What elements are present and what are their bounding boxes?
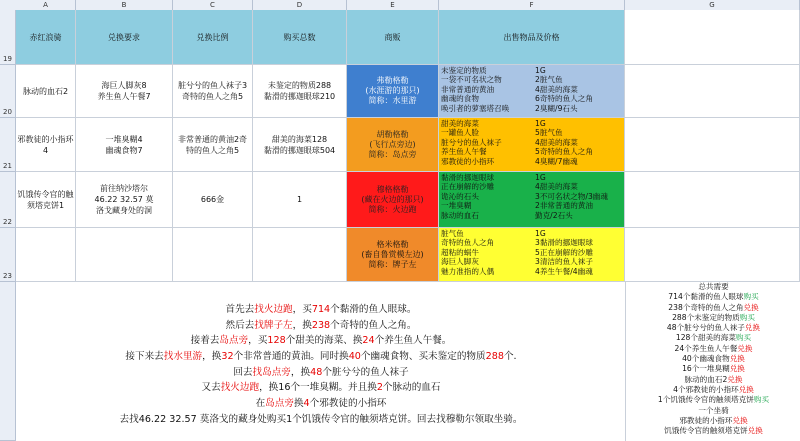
item-row xyxy=(441,128,624,137)
ratio-line: 非常普通的黄油2奇 xyxy=(177,134,248,144)
instruction-line xyxy=(17,396,625,412)
column-header-e[interactable]: E xyxy=(347,0,439,10)
cell-requirement[interactable] xyxy=(76,65,173,118)
cell-merchant[interactable] xyxy=(347,65,439,118)
summary-line xyxy=(626,313,800,323)
merchant-line: 简称：岛点旁 xyxy=(368,149,417,159)
item-price: 2臭糊/9石头 xyxy=(535,103,578,113)
row-header-blank xyxy=(0,282,16,441)
summary-segment: 邪教徒的小指环 xyxy=(679,415,733,425)
summary-segment: 16个一堆臭糊 xyxy=(682,364,730,374)
summary-segment: 兑换 xyxy=(729,354,745,364)
merchant-line: (水涯游的那只) xyxy=(365,86,420,95)
cell-merchant[interactable] xyxy=(347,118,439,172)
item-name: 幽魂的食物 xyxy=(441,94,479,104)
item-name: 未鉴定的物质 xyxy=(441,66,487,75)
row-header-23[interactable]: 23 xyxy=(0,228,16,282)
item-row xyxy=(441,66,624,75)
instruction-segment: 个奇特的鱼人之角。 xyxy=(330,319,417,331)
summary-segment: 288个未鉴定的物质 xyxy=(672,312,740,322)
cell-mount[interactable]: 饥饿传令官的触须塔克饼1 xyxy=(16,172,76,228)
item-name: 一堆臭糊 xyxy=(441,201,472,211)
ratio-line: 脏兮兮的鱼人袜子3 xyxy=(177,81,248,90)
item-price: 5正在崩解的沙雕 xyxy=(535,247,593,257)
item-price: 1G xyxy=(535,173,546,182)
summary-line xyxy=(626,333,800,343)
summary-segment: 48个脏兮兮的鱼人袜子 xyxy=(666,323,745,333)
instruction-segment: 个. xyxy=(503,351,517,363)
summary-segment: 4个邪教徒的小指环 xyxy=(673,384,739,394)
requirement-line: 一堆臭糊4 xyxy=(105,134,143,144)
cell-ratio[interactable] xyxy=(173,65,253,118)
item-row xyxy=(441,104,624,113)
item-name: 诡沁的石头 xyxy=(441,191,479,201)
requirement-line: 养生鱼人午餐7 xyxy=(97,92,151,101)
item-name: 超粘的蜗牛 xyxy=(441,247,479,257)
instruction-segment: 个非常普通的黄油。同时换 xyxy=(233,351,349,363)
header-ratio[interactable]: 兑换比例 xyxy=(173,10,253,65)
column-header-f[interactable]: F xyxy=(439,0,625,10)
cell-empty-g[interactable] xyxy=(625,172,800,228)
summary-segment: 128个甜美的海菜 xyxy=(675,333,736,343)
instruction-segment: 找岛点旁 xyxy=(252,366,291,378)
merchant-line: 胡勒格勒 xyxy=(376,129,409,139)
instruction-line xyxy=(17,318,625,334)
summary-segment: 兑换 xyxy=(729,364,745,374)
item-row xyxy=(441,257,624,266)
item-row xyxy=(441,229,624,238)
instruction-segment: 128 xyxy=(267,335,286,347)
item-name: 一罐鱼人脸 xyxy=(441,128,479,138)
summary-line xyxy=(626,426,800,436)
summary-segment: 40个幽魂食物 xyxy=(682,354,730,364)
summary-segment: 兑换 xyxy=(747,426,763,436)
item-row xyxy=(441,147,624,156)
instructions-block[interactable] xyxy=(17,282,625,441)
summary-segment: 兑换 xyxy=(738,384,754,394)
item-price: 1G xyxy=(535,119,546,128)
total-line: 甜美的海菜128 xyxy=(271,134,328,144)
instruction-segment: 40 xyxy=(348,351,361,363)
header-empty-g[interactable] xyxy=(625,10,800,65)
header-requirement[interactable]: 兑换要求 xyxy=(76,10,173,65)
item-name: 脉动的血石 xyxy=(441,210,479,220)
cell-empty-g[interactable] xyxy=(625,228,800,282)
instruction-segment: 岛点旁 xyxy=(265,398,294,410)
summary-segment: 购买 xyxy=(753,395,770,405)
instruction-segment: 然后去 xyxy=(225,319,255,331)
item-row xyxy=(441,267,624,276)
instruction-segment: 714 xyxy=(311,304,331,315)
item-row xyxy=(441,85,624,94)
header-merchant[interactable]: 商贩 xyxy=(347,10,439,65)
row-header-22[interactable]: 22 xyxy=(0,172,16,228)
item-row xyxy=(441,119,624,128)
cell-merchant[interactable] xyxy=(347,172,439,228)
cell-requirement[interactable] xyxy=(76,172,173,228)
instruction-segment: 个幽魂食物、买未鉴定的物质 xyxy=(360,351,486,363)
item-name: 唤引者的萝塞塔召唤 xyxy=(441,103,510,113)
item-price: 3黏滑的挪迦眼球 xyxy=(535,238,593,248)
item-row xyxy=(441,248,624,257)
instruction-segment: 个脏兮兮的鱼人袜子 xyxy=(322,366,409,378)
summary-segment: 238个奇特的鱼人之角 xyxy=(668,302,744,312)
header-total[interactable]: 购买总数 xyxy=(253,10,347,65)
requirement-line: 海巨人脚灰8 xyxy=(101,81,147,90)
item-price: 5脏气鱼 xyxy=(535,128,563,138)
summary-line xyxy=(626,303,800,313)
summary-line xyxy=(626,406,800,416)
item-price: 2脏气鱼 xyxy=(535,75,563,85)
instruction-segment: 回去 xyxy=(233,366,253,378)
item-name: 黏滑的挪迦眼球 xyxy=(441,173,495,182)
requirement-line: 洛戈藏身处的洞 xyxy=(96,206,152,215)
item-name: 非常普通的黄油 xyxy=(441,84,495,94)
requirement-line: 46.22 32.57 莫 xyxy=(94,195,154,204)
instruction-segment: 个脉动的血石 xyxy=(382,382,441,394)
item-price: 6奇特的鱼人之角 xyxy=(535,94,593,104)
cell-mount[interactable] xyxy=(16,228,76,282)
instruction-segment: 个养生鱼人午餐。 xyxy=(374,335,452,347)
summary-segment: 购买 xyxy=(739,312,755,322)
cell-ratio[interactable] xyxy=(173,118,253,172)
row-header-19[interactable]: 19 xyxy=(0,10,16,65)
summary-line xyxy=(626,385,800,395)
item-price: 5奇特的鱼人之角 xyxy=(535,147,593,157)
item-price: 4臭糊/7幽魂 xyxy=(535,156,578,166)
item-price: 4甜美的海菜 xyxy=(535,137,578,147)
ratio-line: 奇特的鱼人之角5 xyxy=(181,92,244,101)
column-header-g[interactable]: G xyxy=(625,0,800,10)
instruction-segment: 2 xyxy=(376,382,383,394)
row-header-20[interactable]: 20 xyxy=(0,65,16,118)
cell-requirement[interactable] xyxy=(76,228,173,282)
summary-segment: 714个黏滑的鱼人眼球 xyxy=(668,292,744,302)
summary-list xyxy=(626,292,800,436)
instruction-segment: 找火边跑 xyxy=(220,382,260,394)
instruction-segment: 288 xyxy=(485,351,504,363)
instruction-segment: 接下来去 xyxy=(125,351,164,363)
instruction-segment: ，换 xyxy=(290,366,311,378)
cell-items[interactable] xyxy=(439,65,625,118)
instruction-segment: 换 xyxy=(293,398,304,410)
total-line: 未鉴定的物质288 xyxy=(267,81,332,90)
instruction-segment: 找牌子左 xyxy=(254,319,293,331)
merchant-line: 简称：水里游 xyxy=(368,96,417,105)
instruction-segment: 个黏滑的鱼人眼球。 xyxy=(330,304,417,315)
cell-ratio[interactable]: 666金 xyxy=(173,172,253,228)
ratio-line: 特的鱼人之角5 xyxy=(185,145,240,155)
instruction-segment: 找火边跑 xyxy=(254,304,293,315)
merchant-line: 弗勒格勒 xyxy=(376,76,409,85)
merchant-line: 格米格勒 xyxy=(376,239,409,249)
summary-line xyxy=(626,323,800,333)
merchant-line: (藏在火边的那只) xyxy=(361,194,424,204)
item-row xyxy=(441,138,624,147)
merchant-line: (飞行点旁边) xyxy=(369,139,416,149)
item-name: 海巨人脚灰 xyxy=(441,257,479,267)
instruction-line xyxy=(17,412,625,428)
requirement-line: 前往纳沙塔尔 xyxy=(100,184,148,193)
instruction-segment: 32 xyxy=(221,351,234,363)
cell-total[interactable]: 1 xyxy=(253,172,347,228)
item-price: 2非常普通的黄油 xyxy=(535,201,593,211)
instruction-segment: 首先去 xyxy=(225,304,255,315)
instruction-segment: 48 xyxy=(310,366,323,378)
cell-empty-g[interactable] xyxy=(625,118,800,172)
cell-mount[interactable]: 脉动的血石2 xyxy=(16,65,76,118)
cell-items[interactable] xyxy=(439,172,625,228)
total-line: 黏滑的挪迦眼球210 xyxy=(263,92,336,101)
instruction-segment: ，换16个一堆臭糊。并且换 xyxy=(259,382,377,394)
instruction-segment: ，买 xyxy=(292,304,312,315)
cell-mount[interactable]: 邪教徒的小指环4 xyxy=(16,118,76,172)
instruction-segment: ，换 xyxy=(202,351,222,363)
item-name: 脏兮兮的鱼人袜子 xyxy=(441,137,502,147)
cell-items[interactable] xyxy=(439,228,625,282)
header-mount[interactable]: 赤红浪骑 xyxy=(16,10,76,65)
item-row xyxy=(441,201,624,210)
item-row xyxy=(441,157,624,166)
summary-segment: 脉动的血石2 xyxy=(684,374,728,384)
summary-title: 总共需要 xyxy=(698,282,729,291)
instruction-segment: 238 xyxy=(311,319,331,331)
cell-total[interactable] xyxy=(253,228,347,282)
summary-block[interactable] xyxy=(625,282,800,441)
cell-ratio[interactable] xyxy=(173,228,253,282)
item-row xyxy=(441,192,624,201)
instruction-line xyxy=(17,349,625,365)
item-row xyxy=(441,94,624,103)
instruction-segment: 去找46.22 32.57 莫洛戈的藏身处购买1个饥饿传令官的触须塔克饼。回去找穆勒尔领取坐骑。 xyxy=(119,413,523,425)
item-price: 1G xyxy=(535,66,546,75)
cell-total[interactable] xyxy=(253,118,347,172)
column-header-a[interactable]: A xyxy=(16,0,76,10)
summary-segment: 购买 xyxy=(743,292,759,302)
instruction-segment: ，换 xyxy=(292,319,312,331)
merchant-line: 简称：牌子左 xyxy=(368,259,417,269)
instruction-segment: 岛点旁 xyxy=(219,335,249,347)
summary-segment: 24个养生鱼人午餐 xyxy=(674,343,738,353)
instruction-segment: 个邪教徒的小指环 xyxy=(309,398,387,410)
total-line: 黏滑的挪迦眼球504 xyxy=(263,145,336,155)
item-row xyxy=(441,211,624,220)
instruction-segment: 又去 xyxy=(201,382,221,394)
instruction-line xyxy=(17,302,625,318)
instruction-segment: 在 xyxy=(255,398,266,410)
merchant-line: (畜自鲁赏模左边) xyxy=(361,249,424,259)
summary-segment: 饥饿传令官的触须塔克饼 xyxy=(664,426,748,436)
summary-line xyxy=(626,364,800,374)
summary-segment: 1个饥饿传令官的触须塔克饼 xyxy=(657,395,754,405)
summary-segment: 兑换 xyxy=(737,343,753,353)
item-price: 4甜美的海菜 xyxy=(535,182,578,192)
item-price: 4养生午餐/4幽魂 xyxy=(535,266,593,276)
item-name: 脏气鱼 xyxy=(441,229,464,238)
item-price: 3清洁的鱼人袜子 xyxy=(535,257,593,267)
cell-empty-g[interactable] xyxy=(625,65,800,118)
summary-segment: 购买 xyxy=(735,333,752,343)
summary-line xyxy=(626,354,800,364)
cell-merchant[interactable] xyxy=(347,228,439,282)
merchant-line: 简称：火边跑 xyxy=(368,204,417,214)
column-header-d[interactable]: D xyxy=(253,0,347,10)
item-name: 养生鱼人午餐 xyxy=(441,147,487,157)
summary-segment: 兑换 xyxy=(727,374,743,384)
item-name: 邪教徒的小指环 xyxy=(441,156,495,166)
instruction-line xyxy=(17,333,625,349)
row-header-21[interactable]: 21 xyxy=(0,118,16,172)
column-header-c[interactable]: C xyxy=(173,0,253,10)
summary-segment: 兑换 xyxy=(744,323,761,333)
item-row xyxy=(441,75,624,84)
instruction-segment: 找水里游 xyxy=(163,351,203,363)
item-row xyxy=(441,238,624,247)
item-price: 勤克/2石头 xyxy=(535,210,573,220)
item-price: 3不可名状之物/3幽魂 xyxy=(535,191,608,201)
summary-line xyxy=(626,395,800,405)
requirement-line: 幽魂食物7 xyxy=(105,145,143,155)
merchant-line: 穆格格勒 xyxy=(376,184,409,194)
summary-line xyxy=(626,416,800,426)
item-name: 正在崩解的沙雕 xyxy=(441,182,495,192)
summary-line xyxy=(626,375,800,385)
item-price: 4甜美的海菜 xyxy=(535,84,578,94)
item-row xyxy=(441,173,624,182)
summary-segment: 兑换 xyxy=(732,415,748,425)
item-row xyxy=(441,182,624,191)
instruction-line xyxy=(17,380,625,396)
item-name: 魅力准指的人偶 xyxy=(441,266,495,276)
cell-items[interactable] xyxy=(439,118,625,172)
item-name: 甜美的海菜 xyxy=(441,119,479,128)
summary-line xyxy=(626,292,800,302)
cell-total[interactable] xyxy=(253,65,347,118)
cell-requirement[interactable] xyxy=(76,118,173,172)
instruction-segment: 4 xyxy=(303,398,310,410)
instruction-segment: ，买 xyxy=(248,335,268,347)
summary-segment: 一个坐骑 xyxy=(698,405,729,415)
instruction-line xyxy=(17,365,625,381)
instruction-segment: 24 xyxy=(362,335,375,347)
instruction-segment: 接着去 xyxy=(190,335,220,347)
summary-line xyxy=(626,344,800,354)
instruction-segment: 个甜美的海菜、换 xyxy=(285,335,363,347)
item-name: 一袋不可名状之物 xyxy=(441,75,502,85)
item-name: 奇特的鱼人之角 xyxy=(441,238,495,248)
summary-segment: 兑换 xyxy=(743,302,759,312)
column-header-b[interactable]: B xyxy=(76,0,173,10)
item-price: 1G xyxy=(535,229,546,238)
header-items[interactable]: 出售物品及价格 xyxy=(439,10,625,65)
